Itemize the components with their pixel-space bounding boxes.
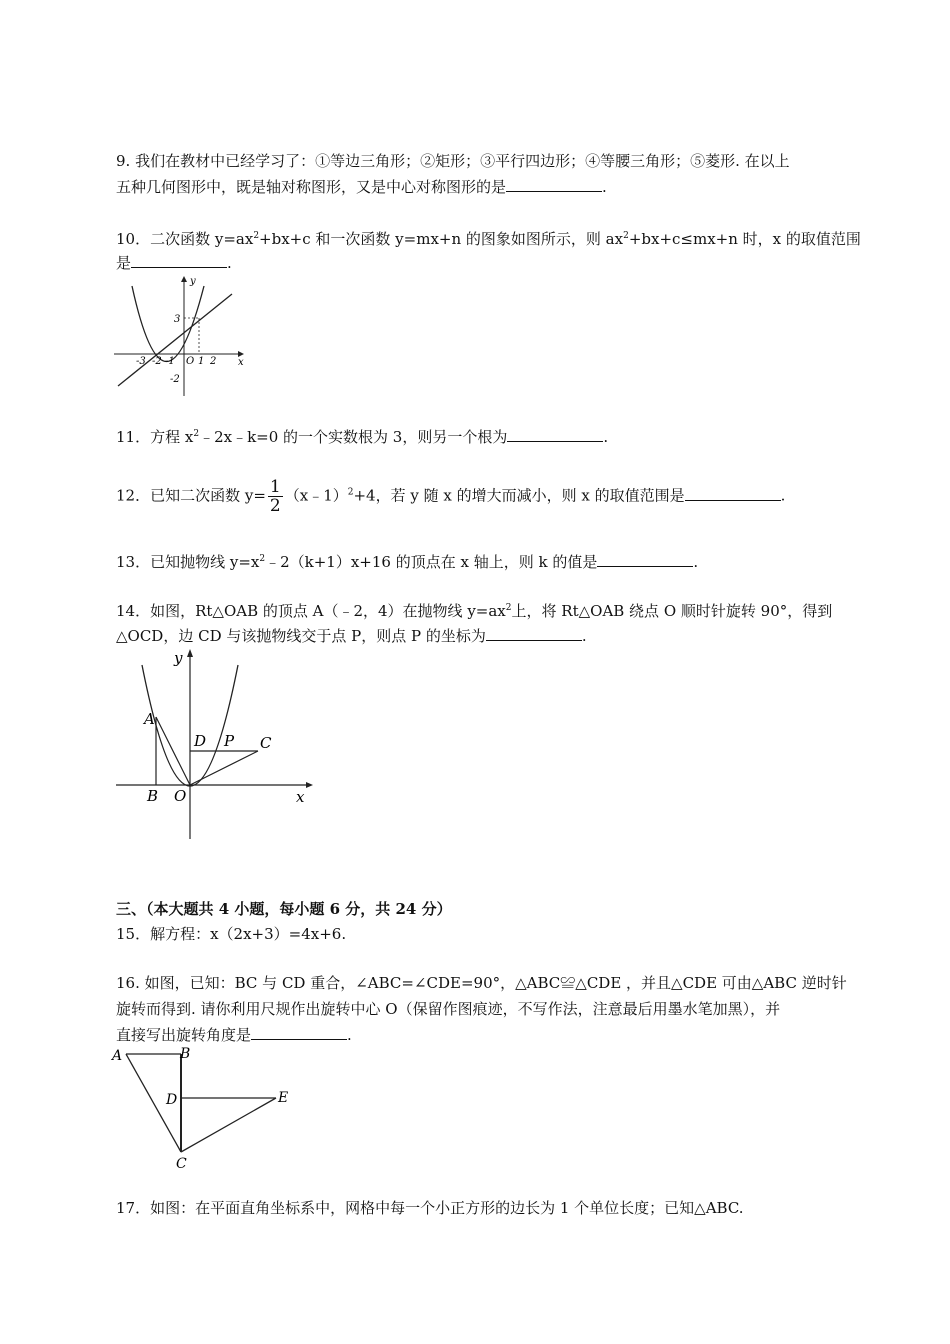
label-x: x: [296, 788, 305, 806]
q16-line2: 旋转而得到. 请你利用尺规作出旋转中心 O（保留作图痕迹，不写作法，注意最后用墨水笔加黑），并: [116, 1000, 781, 1018]
q10-graph-figure: [110, 272, 250, 400]
section-3-heading: 三、（本大题共 4 小题，每小题 6 分，共 24 分）: [116, 900, 452, 918]
q11-text-2: ﹣2x﹣k=0 的一个实数根为 3，则另一个根为: [199, 428, 508, 446]
q15-line: 15．解方程：x（2x+3）=4x+6.: [116, 925, 347, 943]
q16-line3: [116, 1024, 352, 1046]
q14-text-1: 14．如图，Rt△OAB 的顶点 A（﹣2，4）在抛物线 y=ax: [116, 602, 506, 620]
q11-sup: 2: [193, 429, 200, 439]
segment-OC: [190, 751, 258, 785]
q14-text-2: 上，将 Rt△OAB 绕点 O 顺时针旋转 90°，得到: [511, 602, 833, 620]
label-E: E: [278, 1090, 289, 1106]
x-axis-arrow: [306, 782, 313, 788]
q16-triangle-figure: [110, 1044, 310, 1174]
q17-line: 17．如图：在平面直角坐标系中，网格中每一个小正方形的边长为 1 个单位长度；已知△ABC.: [116, 1199, 744, 1217]
label-A: A: [144, 710, 155, 728]
answer-blank: [251, 1025, 347, 1040]
q12-sup: 2: [347, 487, 354, 498]
linear-line: [118, 294, 232, 386]
label-neg-2-x: -2: [152, 356, 162, 367]
answer-blank: [597, 552, 693, 567]
label-neg-1: -1: [165, 356, 175, 367]
label-2: 2: [210, 356, 217, 367]
label-O: O: [174, 787, 187, 805]
fraction-numerator: 1: [269, 477, 281, 497]
label-C: C: [176, 1156, 187, 1172]
q10-text-2: +bx+c 和一次函数 y=mx+n 的图象如图所示，则 ax: [259, 230, 624, 248]
q14-end: .: [581, 627, 587, 645]
parabola-curve: [132, 286, 204, 362]
q12-end: .: [780, 486, 786, 505]
label-D: D: [194, 732, 207, 750]
q10-sup-1: 2: [253, 231, 260, 241]
q11-line: [116, 426, 608, 448]
label-y: y: [190, 276, 196, 287]
label-B: B: [180, 1046, 191, 1062]
label-y: y: [174, 649, 183, 667]
answer-blank: [685, 486, 781, 501]
q13-line: [116, 551, 698, 573]
q9-text: 五种几何图形中，既是轴对称图形，又是中心对称图形的是: [116, 178, 507, 196]
label-3: 3: [174, 314, 181, 325]
q14-line2: [116, 625, 587, 647]
label-neg-3: -3: [136, 356, 146, 367]
label-P: P: [224, 732, 235, 750]
q10-text-3: +bx+c≤mx+n 时，x 的取值范围: [628, 230, 861, 248]
label-x: x: [238, 357, 244, 368]
y-axis-arrow: [187, 649, 193, 657]
q11-text-1: 11．方程 x: [116, 428, 194, 446]
q12-text-2: （x﹣1）: [284, 486, 348, 505]
q13-sup: 2: [259, 554, 266, 564]
q9-line2: [116, 176, 607, 198]
answer-blank: [486, 626, 582, 641]
label-neg-2-y: -2: [170, 374, 180, 385]
label-origin: O: [186, 356, 195, 367]
q14-line1: [116, 600, 832, 622]
q12-text-3: +4，若 y 随 x 的增大而减小，则 x 的取值范围是: [353, 486, 685, 505]
q9-end: .: [602, 178, 607, 196]
q13-text-1: 13．已知抛物线 y=x: [116, 553, 260, 571]
q16-text-3: 直接写出旋转角度是: [116, 1026, 252, 1044]
q12-line: [116, 478, 785, 515]
answer-blank: [131, 253, 227, 268]
answer-blank: [506, 177, 602, 192]
q10-line2: [116, 252, 232, 274]
q10-line1: [116, 228, 861, 250]
label-A: A: [112, 1048, 123, 1064]
label-D: D: [166, 1092, 178, 1108]
q9-line1: 9. 我们在教材中已经学习了：①等边三角形；②矩形；③平行四边形；④等腰三角形；⑤菱形. 在以上: [116, 152, 790, 170]
q11-end: .: [603, 428, 609, 446]
q16-end: .: [347, 1026, 352, 1044]
q10-sup-2: 2: [623, 231, 629, 241]
q16-line1: 16. 如图，已知：BC 与 CD 重合，∠ABC=∠CDE=90°，△ABC≌△CDE ，并且△CDE 可由△ABC 逆时针: [116, 974, 847, 992]
y-axis-arrow: [181, 276, 187, 282]
fraction-denominator: 2: [269, 496, 281, 516]
q10-text-1: 10．二次函数 y=ax: [116, 230, 254, 248]
q10-text-4: 是: [116, 254, 132, 272]
label-B: B: [147, 787, 159, 805]
fraction-one-half: [268, 478, 283, 515]
q13-text-2: ﹣2（k+1）x+16 的顶点在 x 轴上，则 k 的值是: [265, 553, 598, 571]
q14-sup: 2: [505, 603, 512, 613]
q12-text-1: 12．已知二次函数 y=: [116, 486, 266, 505]
q10-end: .: [227, 254, 232, 272]
q14-rotation-figure: [110, 645, 320, 845]
answer-blank: [507, 427, 603, 442]
segment-OA: [156, 717, 190, 785]
label-1: 1: [198, 356, 205, 367]
segment-CE: [181, 1098, 276, 1152]
label-C: C: [260, 734, 272, 752]
q14-text-3: △OCD，边 CD 与该抛物线交于点 P，则点 P 的坐标为: [116, 627, 486, 645]
q13-end: .: [693, 553, 699, 571]
